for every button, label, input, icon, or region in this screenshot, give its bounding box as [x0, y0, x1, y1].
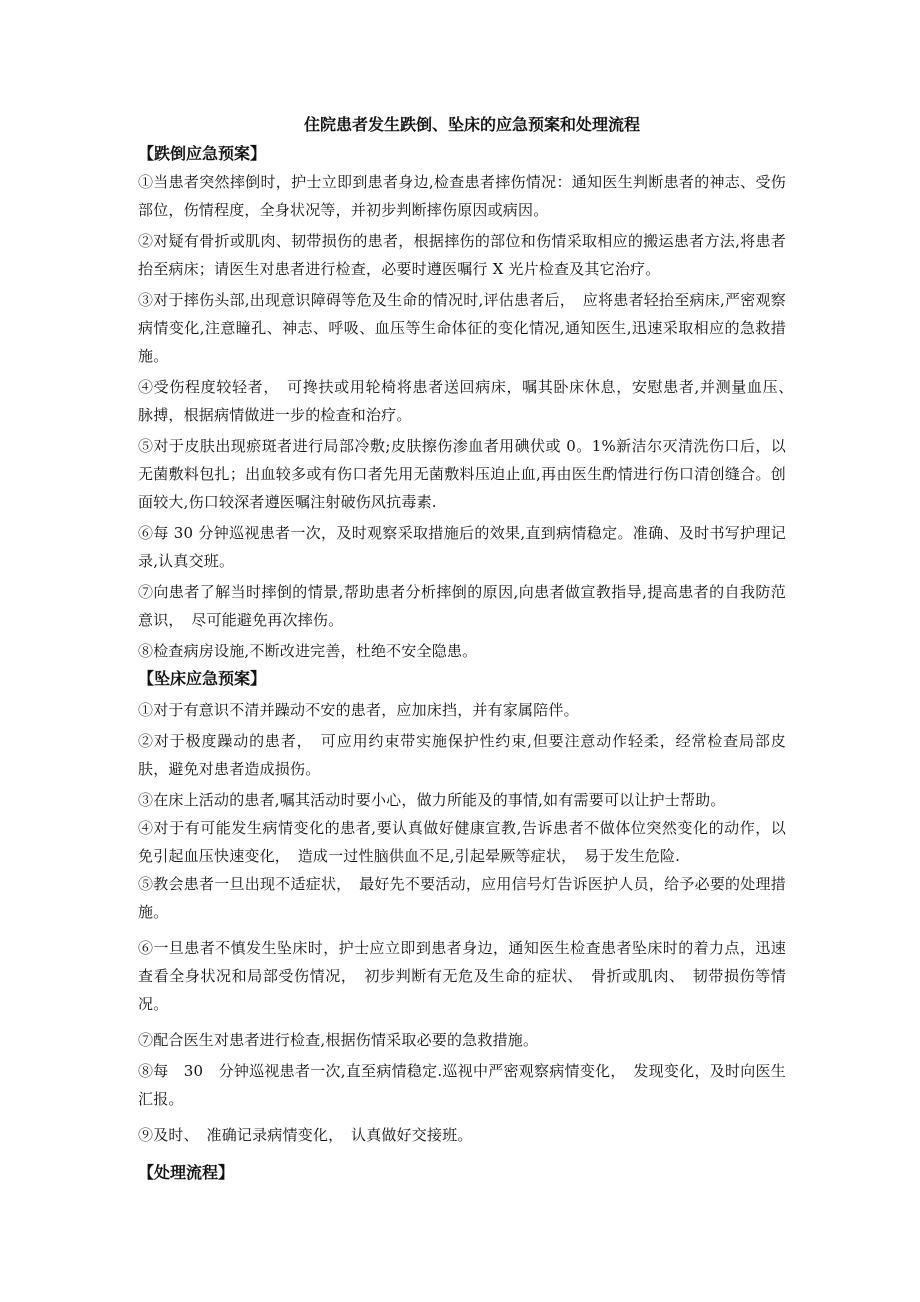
- bed-item-1: ①对于有意识不清并躁动不安的患者，应加床挡，并有家属陪伴。: [138, 701, 579, 719]
- fall-item-6: ⑥每 30 分钟巡视患者一次，及时观察采取措施后的效果,直到病情稳定。准确、及时书写护理记录,认真交班。: [138, 524, 786, 570]
- document-page: [138, 112, 802, 1187]
- document-title: 住院患者发生跌倒、坠床的应急预案和处理流程: [303, 115, 640, 134]
- fall-plan-heading: 【跌倒应急预案】: [138, 144, 267, 163]
- fall-item-3: ③对于摔伤头部,出现意识障碍等危及生命的情况时,评估患者后， 应将患者轻抬至病床,严密观察病情变化,注意瞳孔、神志、呼吸、血压等生命体征的变化情况,通知医生,迅速采取相应的急救措施。: [138, 291, 786, 365]
- fall-item-5: ⑤对于皮肤出现瘀斑者进行局部冷敷;皮肤擦伤渗血者用碘伏或 0。1%新洁尔灭清洗伤口后，以无菌敷料包扎；出血较多或有伤口者先用无菌敷料压迫止血,再由医生酌情进行伤口清创缝合。创面较大,伤口较深者遵医嘱注射破伤风抗毒素.: [138, 437, 786, 511]
- bed-item-8: ⑧每 30 分钟巡视患者一次,直至病情稳定.巡视中严密观察病情变化， 发现变化，及时向医生汇报。: [138, 1062, 786, 1108]
- fall-item-1: ①当患者突然摔倒时，护士立即到患者身边,检查患者摔伤情况：通知医生判断患者的神志、受伤部位，伤情程度，全身状况等，并初步判断摔伤原因或病因。: [138, 173, 786, 219]
- bed-fall-plan-heading: 【坠床应急预案】: [138, 669, 267, 688]
- bed-item-7: ⑦配合医生对患者进行检查,根据伤情采取必要的急救措施。: [138, 1031, 539, 1049]
- bed-item-6: ⑥一旦患者不慎发生坠床时，护士应立即到患者身边，通知医生检查患者坠床时的着力点，迅速查看全身状况和局部受伤情况， 初步判断有无危及生命的症状、 骨折或肌肉、 韧带损伤等情况。: [138, 939, 786, 1013]
- fall-item-7: ⑦向患者了解当时摔倒的情景,帮助患者分析摔倒的原因,向患者做宣教指导,提高患者的自我防范意识， 尽可能避免再次摔伤。: [138, 583, 786, 629]
- bed-item-4: ④对于有可能发生病情变化的患者,要认真做好健康宣教,告诉患者不做体位突然变化的动作，以免引起血压快速变化， 造成一过性脑供血不足,引起晕厥等症状， 易于发生危险.: [138, 819, 786, 865]
- fall-item-8: ⑧检查病房设施,不断改进完善，杜绝不安全隐患。: [138, 642, 478, 660]
- bed-item-9: ⑨及时、 准确记录病情变化， 认真做好交接班。: [138, 1126, 473, 1144]
- bed-item-2: ②对于极度躁动的患者， 可应用约束带实施保护性约束,但要注意动作轻柔，经常检查局部皮肤，避免对患者造成损伤。: [138, 732, 786, 778]
- bed-item-3: ③在床上活动的患者,嘱其活动时要小心，做力所能及的事情,如有需要可以让护士帮助。: [138, 791, 726, 809]
- fall-item-2: ②对疑有骨折或肌肉、韧带损伤的患者，根据摔伤的部位和伤情采取相应的搬运患者方法,将患者抬至病床；请医生对患者进行检查，必要时遵医嘱行 X 光片检查及其它治疗。: [138, 232, 786, 278]
- process-flow-heading: 【处理流程】: [138, 1163, 235, 1182]
- fall-item-4: ④受伤程度较轻者， 可搀扶或用轮椅将患者送回病床，嘱其卧床休息，安慰患者,并测量血压、 脉搏，根据病情做进一步的检查和治疗。: [138, 378, 802, 424]
- bed-item-5: ⑤教会患者一旦出现不适症状， 最好先不要活动，应用信号灯告诉医护人员，给予必要的处理措施。: [138, 875, 786, 921]
